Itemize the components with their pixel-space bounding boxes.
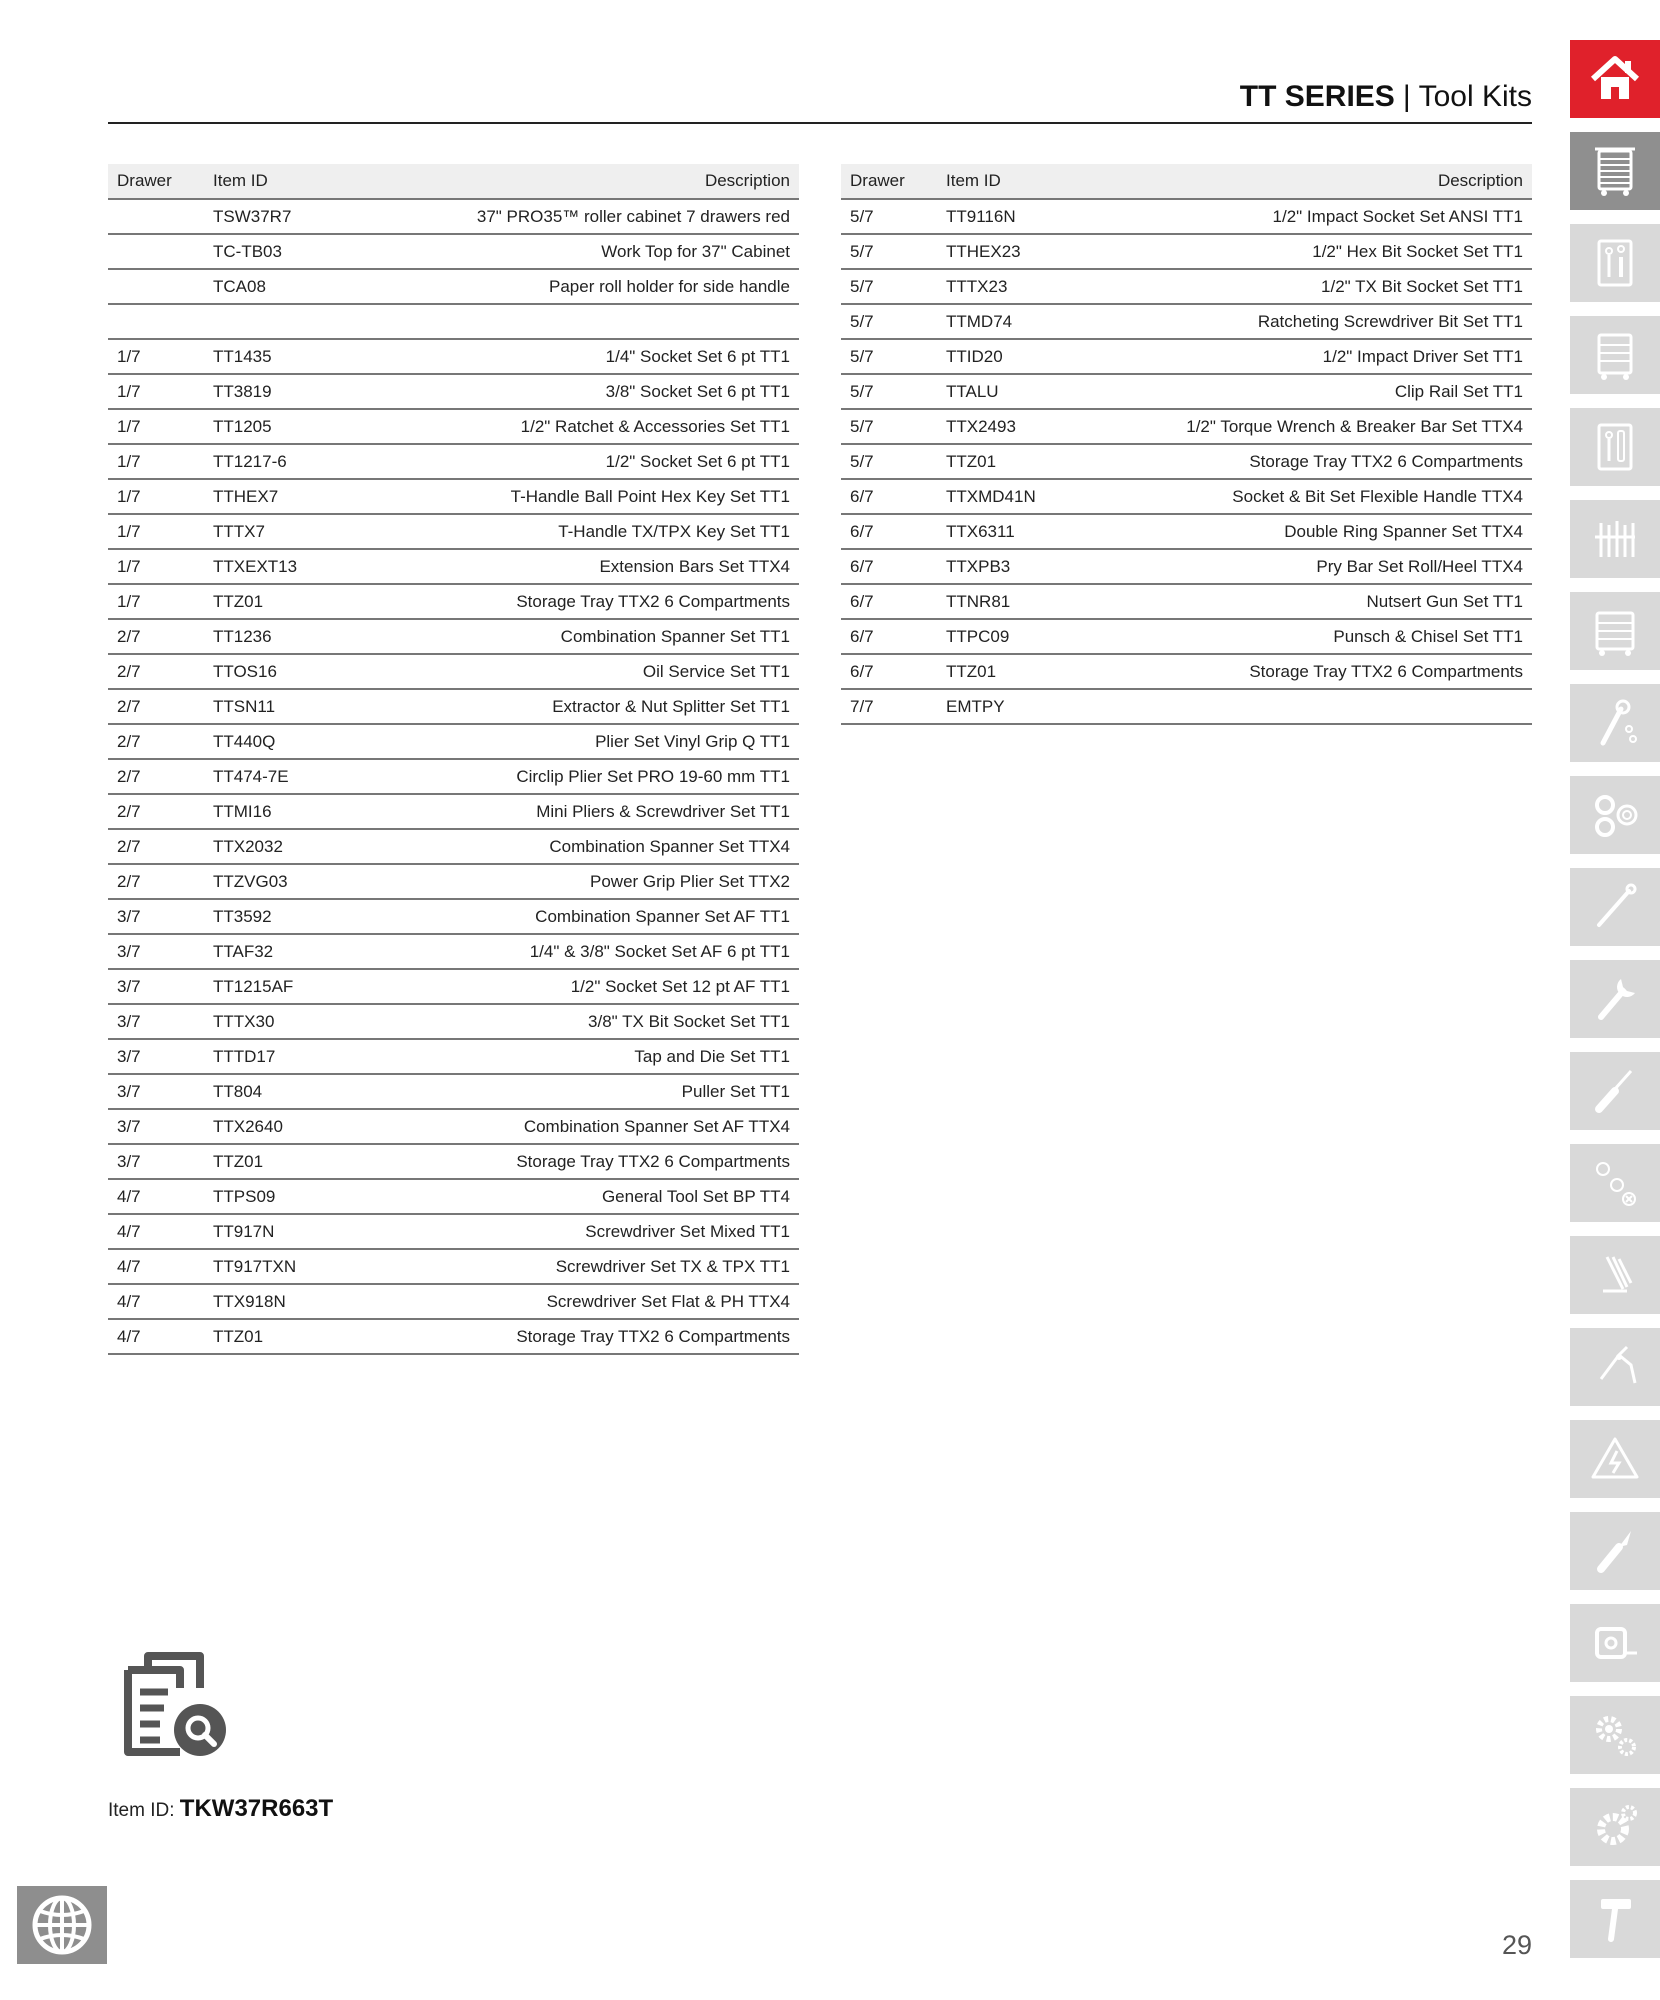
kit-item-id <box>108 1795 333 1823</box>
contents-table-right <box>841 164 1532 725</box>
cell-description: Double Ring Spanner Set TTX4 <box>1155 514 1532 549</box>
cell-description: Puller Set TT1 <box>422 1074 799 1109</box>
cell-drawer: 5/7 <box>841 374 937 409</box>
sidebar-item-measuring-tape[interactable] <box>1570 1604 1660 1682</box>
table-row <box>108 514 799 549</box>
table-row <box>841 444 1532 479</box>
cell-drawer: 6/7 <box>841 514 937 549</box>
cell-description: Plier Set Vinyl Grip Q TT1 <box>422 724 799 759</box>
cell-description: Screwdriver Set TX & TPX TT1 <box>422 1249 799 1284</box>
cutter-icon <box>1587 1523 1643 1579</box>
column-header-item-id: Item ID <box>937 164 1155 199</box>
sidebar-item-home[interactable] <box>1570 40 1660 118</box>
table-row <box>841 234 1532 269</box>
category-sidebar <box>1570 40 1660 1972</box>
table-row <box>108 969 799 1004</box>
cell-drawer: 1/7 <box>108 409 204 444</box>
cell-description: 1/2" Socket Set 6 pt TT1 <box>422 444 799 479</box>
cell-drawer: 6/7 <box>841 549 937 584</box>
spanner-icon <box>1587 971 1643 1027</box>
cell-drawer: 5/7 <box>841 234 937 269</box>
cell-drawer: 2/7 <box>108 724 204 759</box>
table-row <box>841 339 1532 374</box>
cell-drawer: 5/7 <box>841 409 937 444</box>
cell-item-id: TTPC09 <box>937 619 1155 654</box>
cell-drawer <box>108 269 204 304</box>
ratchet-icon <box>1587 695 1643 751</box>
cell-drawer: 4/7 <box>108 1249 204 1284</box>
tool-cabinet-icon <box>1587 327 1643 383</box>
cell-item-id: TTZ01 <box>937 444 1155 479</box>
cell-description: 1/2" Impact Driver Set TT1 <box>1155 339 1532 374</box>
cell-drawer: 1/7 <box>108 479 204 514</box>
cell-description <box>422 304 799 339</box>
cell-description: 1/2" Hex Bit Socket Set TT1 <box>1155 234 1532 269</box>
table-row <box>108 584 799 619</box>
cell-drawer: 7/7 <box>841 689 937 724</box>
sidebar-item-gears[interactable] <box>1570 1696 1660 1774</box>
cell-description: 3/8" TX Bit Socket Set TT1 <box>422 1004 799 1039</box>
cell-drawer: 3/7 <box>108 1074 204 1109</box>
cell-description: 1/2" Torque Wrench & Breaker Bar Set TTX4 <box>1155 409 1532 444</box>
cell-drawer <box>108 234 204 269</box>
cell-item-id: TT804 <box>204 1074 422 1109</box>
column-header-description: Description <box>1155 164 1532 199</box>
cell-item-id: TT1215AF <box>204 969 422 1004</box>
cell-drawer: 2/7 <box>108 689 204 724</box>
sockets-icon <box>1587 787 1643 843</box>
table-row <box>108 1214 799 1249</box>
table-row <box>108 409 799 444</box>
document-search-icon[interactable] <box>118 1648 230 1760</box>
cell-description: Screwdriver Set Flat & PH TTX4 <box>422 1284 799 1319</box>
cell-description: 1/2" Impact Socket Set ANSI TT1 <box>1155 199 1532 234</box>
cell-drawer: 2/7 <box>108 864 204 899</box>
sidebar-item-tool-cabinet[interactable] <box>1570 316 1660 394</box>
table-row <box>108 199 799 234</box>
cell-drawer: 2/7 <box>108 654 204 689</box>
table-row <box>108 1179 799 1214</box>
cell-description: Punsch & Chisel Set TT1 <box>1155 619 1532 654</box>
cell-drawer: 1/7 <box>108 514 204 549</box>
sidebar-item-hex-keys[interactable] <box>1570 1236 1660 1314</box>
tool-set-icon <box>1587 511 1643 567</box>
table-row <box>108 794 799 829</box>
cell-item-id: TT1217-6 <box>204 444 422 479</box>
cell-item-id: TT3592 <box>204 899 422 934</box>
cell-drawer: 4/7 <box>108 1179 204 1214</box>
cell-drawer: 5/7 <box>841 199 937 234</box>
gears-icon <box>1587 1707 1643 1763</box>
cell-description: Tap and Die Set TT1 <box>422 1039 799 1074</box>
table-row <box>108 1249 799 1284</box>
item-id-label: Item ID: <box>108 1800 175 1821</box>
cell-description: Oil Service Set TT1 <box>422 654 799 689</box>
cell-drawer: 4/7 <box>108 1284 204 1319</box>
cell-item-id: TTSN11 <box>204 689 422 724</box>
table-row <box>841 479 1532 514</box>
sidebar-item-gear[interactable] <box>1570 1788 1660 1866</box>
cell-drawer <box>108 199 204 234</box>
cell-drawer: 5/7 <box>841 444 937 479</box>
table-row <box>108 479 799 514</box>
cell-drawer: 3/7 <box>108 899 204 934</box>
table-row <box>108 654 799 689</box>
sidebar-item-screwdriver[interactable] <box>1570 1052 1660 1130</box>
cell-item-id: TC-TB03 <box>204 234 422 269</box>
table-row <box>108 1039 799 1074</box>
cell-item-id: TTXEXT13 <box>204 549 422 584</box>
cell-description: T-Handle Ball Point Hex Key Set TT1 <box>422 479 799 514</box>
cell-item-id: TTMD74 <box>937 304 1155 339</box>
item-id-value: TKW37R663T <box>179 1795 334 1822</box>
cell-description: Extractor & Nut Splitter Set TT1 <box>422 689 799 724</box>
cell-item-id: TTX2640 <box>204 1109 422 1144</box>
sidebar-item-sockets[interactable] <box>1570 776 1660 854</box>
cell-description: 3/8" Socket Set 6 pt TT1 <box>422 374 799 409</box>
tool-case-icon <box>1587 419 1643 475</box>
table-row <box>841 654 1532 689</box>
cell-description: General Tool Set BP TT4 <box>422 1179 799 1214</box>
table-row <box>841 549 1532 584</box>
cell-drawer: 3/7 <box>108 1144 204 1179</box>
cell-item-id: TTNR81 <box>937 584 1155 619</box>
cell-description: Pry Bar Set Roll/Heel TTX4 <box>1155 549 1532 584</box>
cell-description: Storage Tray TTX2 6 Compartments <box>1155 444 1532 479</box>
hex-keys-icon <box>1587 1247 1643 1303</box>
cell-description: Paper roll holder for side handle <box>422 269 799 304</box>
cell-item-id: TT474-7E <box>204 759 422 794</box>
page-number: 29 <box>1501 1930 1532 1960</box>
cell-item-id: TT917N <box>204 1214 422 1249</box>
cell-drawer: 5/7 <box>841 339 937 374</box>
cell-item-id: TT440Q <box>204 724 422 759</box>
cell-description: Screwdriver Set Mixed TT1 <box>422 1214 799 1249</box>
cell-drawer: 3/7 <box>108 1109 204 1144</box>
cell-drawer: 2/7 <box>108 829 204 864</box>
cell-description <box>1155 689 1532 724</box>
sidebar-item-insulated-tools[interactable] <box>1570 1420 1660 1498</box>
table-row <box>841 304 1532 339</box>
cell-drawer: 4/7 <box>108 1214 204 1249</box>
cell-description: Combination Spanner Set AF TT1 <box>422 899 799 934</box>
cell-item-id: TTX6311 <box>937 514 1155 549</box>
cell-item-id: TTX2032 <box>204 829 422 864</box>
table-row <box>841 199 1532 234</box>
cell-drawer <box>108 304 204 339</box>
page-header <box>108 72 1532 124</box>
cell-drawer: 3/7 <box>108 1039 204 1074</box>
cell-item-id: TT1435 <box>204 339 422 374</box>
gear-icon <box>1587 1799 1643 1855</box>
cell-drawer: 2/7 <box>108 759 204 794</box>
cell-item-id: EMTPY <box>937 689 1155 724</box>
cell-item-id: TTAF32 <box>204 934 422 969</box>
table-row <box>108 689 799 724</box>
cell-item-id: TTPS09 <box>204 1179 422 1214</box>
cell-description: Combination Spanner Set TT1 <box>422 619 799 654</box>
table-row <box>108 1004 799 1039</box>
cell-description: Storage Tray TTX2 6 Compartments <box>422 584 799 619</box>
cell-item-id: TTALU <box>937 374 1155 409</box>
cell-drawer: 1/7 <box>108 444 204 479</box>
column-header-item-id: Item ID <box>204 164 422 199</box>
sidebar-item-tool-kit-case[interactable] <box>1570 224 1660 302</box>
tool-kit-case-icon <box>1587 235 1643 291</box>
cell-item-id: TT3819 <box>204 374 422 409</box>
cell-drawer: 6/7 <box>841 479 937 514</box>
cell-item-id: TT917TXN <box>204 1249 422 1284</box>
cell-item-id: TTX918N <box>204 1284 422 1319</box>
sidebar-item-bits[interactable] <box>1570 1144 1660 1222</box>
cell-item-id: TTX2493 <box>937 409 1155 444</box>
cell-description: Storage Tray TTX2 6 Compartments <box>422 1319 799 1354</box>
table-row <box>108 234 799 269</box>
table-row <box>841 409 1532 444</box>
cell-drawer: 5/7 <box>841 304 937 339</box>
sidebar-item-spanner[interactable] <box>1570 960 1660 1038</box>
cell-item-id: TTZ01 <box>204 1144 422 1179</box>
cell-item-id: TTTX7 <box>204 514 422 549</box>
cell-drawer: 2/7 <box>108 794 204 829</box>
cell-description: Nutsert Gun Set TT1 <box>1155 584 1532 619</box>
cell-item-id: TT1205 <box>204 409 422 444</box>
cell-description: Socket & Bit Set Flexible Handle TTX4 <box>1155 479 1532 514</box>
table-row <box>108 829 799 864</box>
column-header-drawer: Drawer <box>841 164 937 199</box>
column-header-description: Description <box>422 164 799 199</box>
table-header-row <box>841 164 1532 199</box>
workbench-cabinet-icon <box>1587 603 1643 659</box>
cell-description: 1/2" Socket Set 12 pt AF TT1 <box>422 969 799 1004</box>
sidebar-item-workbench-cabinet[interactable] <box>1570 592 1660 670</box>
contents-table-left <box>108 164 799 1355</box>
cell-item-id: TTTX30 <box>204 1004 422 1039</box>
roller-cabinet-icon <box>1587 143 1643 199</box>
table-row <box>108 549 799 584</box>
cell-description: Mini Pliers & Screwdriver Set TT1 <box>422 794 799 829</box>
cell-description: 1/2" Ratchet & Accessories Set TT1 <box>422 409 799 444</box>
cell-drawer: 5/7 <box>841 269 937 304</box>
table-row <box>108 1144 799 1179</box>
cell-description: Ratcheting Screwdriver Bit Set TT1 <box>1155 304 1532 339</box>
bits-icon <box>1587 1155 1643 1211</box>
table-row <box>841 514 1532 549</box>
cell-description: 1/4" Socket Set 6 pt TT1 <box>422 339 799 374</box>
cell-description: 37" PRO35™ roller cabinet 7 drawers red <box>422 199 799 234</box>
table-row <box>108 934 799 969</box>
sidebar-item-pliers[interactable] <box>1570 1328 1660 1406</box>
cell-description: Storage Tray TTX2 6 Compartments <box>1155 654 1532 689</box>
cell-description: Clip Rail Set TT1 <box>1155 374 1532 409</box>
cell-drawer: 4/7 <box>108 1319 204 1354</box>
cell-item-id: TTMI16 <box>204 794 422 829</box>
cell-item-id: TCA08 <box>204 269 422 304</box>
cell-drawer: 1/7 <box>108 584 204 619</box>
table-row <box>108 899 799 934</box>
cell-item-id: TTID20 <box>937 339 1155 374</box>
cell-description: Power Grip Plier Set TTX2 <box>422 864 799 899</box>
table-row <box>108 1109 799 1144</box>
table-row <box>841 584 1532 619</box>
cell-item-id: TTZ01 <box>937 654 1155 689</box>
cell-description: 1/4" & 3/8" Socket Set AF 6 pt TT1 <box>422 934 799 969</box>
cell-drawer: 1/7 <box>108 374 204 409</box>
table-row <box>108 1319 799 1354</box>
cell-drawer: 1/7 <box>108 339 204 374</box>
table-row <box>841 269 1532 304</box>
cell-description: Combination Spanner Set AF TTX4 <box>422 1109 799 1144</box>
table-row <box>108 724 799 759</box>
cell-item-id: TT9116N <box>937 199 1155 234</box>
table-row <box>841 374 1532 409</box>
cell-description: 1/2" TX Bit Socket Set TT1 <box>1155 269 1532 304</box>
title-separator: | <box>1402 80 1411 113</box>
hammer-icon <box>1587 1891 1643 1947</box>
cell-item-id: TTHEX7 <box>204 479 422 514</box>
cell-item-id: TT1236 <box>204 619 422 654</box>
cell-drawer: 6/7 <box>841 654 937 689</box>
cell-drawer: 6/7 <box>841 619 937 654</box>
table-row <box>108 619 799 654</box>
cell-drawer: 3/7 <box>108 969 204 1004</box>
table-row <box>841 689 1532 724</box>
column-header-drawer: Drawer <box>108 164 204 199</box>
home-icon <box>1587 51 1643 107</box>
table-row <box>108 444 799 479</box>
table-row <box>108 759 799 794</box>
cell-description: Work Top for 37" Cabinet <box>422 234 799 269</box>
cell-drawer: 3/7 <box>108 1004 204 1039</box>
cell-description: T-Handle TX/TPX Key Set TT1 <box>422 514 799 549</box>
table-row <box>108 1074 799 1109</box>
cell-drawer: 3/7 <box>108 934 204 969</box>
torque-wrench-icon <box>1587 879 1643 935</box>
series-title: TT SERIES <box>1239 80 1395 113</box>
screwdriver-icon <box>1587 1063 1643 1119</box>
cell-description: Combination Spanner Set TTX4 <box>422 829 799 864</box>
sidebar-item-torque-wrench[interactable] <box>1570 868 1660 946</box>
sidebar-item-tool-set[interactable] <box>1570 500 1660 578</box>
table-row <box>108 1284 799 1319</box>
table-row <box>108 339 799 374</box>
cell-item-id <box>204 304 422 339</box>
globe-icon[interactable] <box>17 1886 107 1964</box>
cell-item-id: TTZ01 <box>204 1319 422 1354</box>
cell-item-id: TTOS16 <box>204 654 422 689</box>
table-row <box>108 269 799 304</box>
sidebar-item-tool-case[interactable] <box>1570 408 1660 486</box>
cell-item-id: TTXMD41N <box>937 479 1155 514</box>
cell-item-id: TSW37R7 <box>204 199 422 234</box>
cell-item-id: TTXPB3 <box>937 549 1155 584</box>
cell-drawer: 6/7 <box>841 584 937 619</box>
table-row <box>108 864 799 899</box>
table-row <box>841 619 1532 654</box>
cell-drawer: 2/7 <box>108 619 204 654</box>
sidebar-item-ratchet[interactable] <box>1570 684 1660 762</box>
cell-item-id: TTHEX23 <box>937 234 1155 269</box>
table-header-row <box>108 164 799 199</box>
cell-item-id: TTTX23 <box>937 269 1155 304</box>
cell-item-id: TTZVG03 <box>204 864 422 899</box>
cell-item-id: TTZ01 <box>204 584 422 619</box>
table-row <box>108 374 799 409</box>
measuring-tape-icon <box>1587 1615 1643 1671</box>
sidebar-item-roller-cabinet[interactable] <box>1570 132 1660 210</box>
cell-description: Storage Tray TTX2 6 Compartments <box>422 1144 799 1179</box>
pliers-icon <box>1587 1339 1643 1395</box>
sidebar-item-hammer[interactable] <box>1570 1880 1660 1958</box>
cell-description: Circlip Plier Set PRO 19-60 mm TT1 <box>422 759 799 794</box>
cell-description: Extension Bars Set TTX4 <box>422 549 799 584</box>
insulated-tools-icon <box>1587 1431 1643 1487</box>
cell-item-id: TTTD17 <box>204 1039 422 1074</box>
table-row <box>108 304 799 339</box>
sidebar-item-cutter[interactable] <box>1570 1512 1660 1590</box>
cell-drawer: 1/7 <box>108 549 204 584</box>
page-subtitle: Tool Kits <box>1418 80 1532 113</box>
